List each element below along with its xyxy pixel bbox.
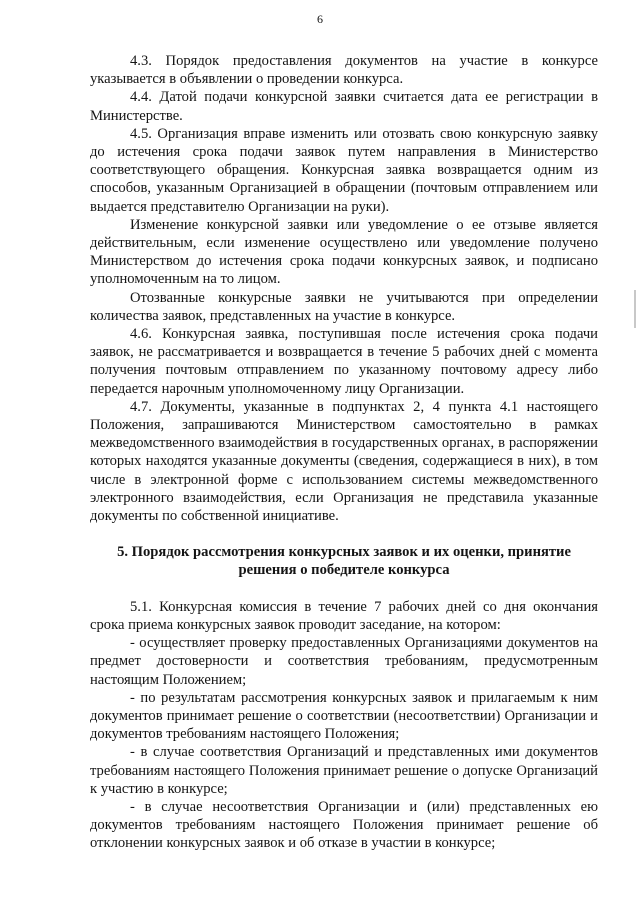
list-item-compliance-decision: - по результатам рассмотрения конкурсных заявок и прилагаемым к ним документов принимает решение о соответствии (несоответствии) Организации и документов требованиям настоящего Положения;	[90, 689, 598, 743]
paragraph-4-6: 4.6. Конкурсная заявка, поступившая после истечения срока подачи заявок, не рассматривается и возвращается в течение 5 рабочих дней с момента получения почтовым отправлением по указанному почтовому адресу либо передается нарочным уполномоченному лицу Организации.	[90, 326, 598, 397]
list-item-verification: - осуществляет проверку предоставленных Организациями документов на предмет достоверности и соответствия требованиям, предусмотренным настоящим Положением;	[90, 635, 598, 688]
document-body	[90, 52, 598, 853]
paragraph-4-5-withdrawn: Отозванные конкурсные заявки не учитываются при определении количества заявок, представленных на участие в конкурсе.	[90, 289, 598, 324]
list-item-admission-decision: - в случае соответствия Организаций и представленных ими документов требованиям настоящего Положения принимает решение о допуске Организаций к участию в конкурсе;	[90, 744, 598, 797]
page-number: 6	[317, 12, 323, 26]
paragraph-4-3: 4.3. Порядок предоставления документов на участие в конкурсе указывается в объявлении о проведении конкурса.	[90, 53, 598, 88]
paragraph-4-4: 4.4. Датой подачи конкурсной заявки считается дата ее регистрации в Министерстве.	[90, 89, 598, 124]
section-5-heading-line-1: 5. Порядок рассмотрения конкурсных заявок и их оценки, принятие	[117, 544, 571, 561]
scan-edge-mark	[634, 290, 636, 328]
paragraph-4-5-change: Изменение конкурсной заявки или уведомление о ее отзыве является действительным, если изменение осуществлено или уведомление получено Министерством до истечения срока подачи конкурсных заявок, и подписано уполномоченным на то лицом.	[90, 216, 598, 288]
paragraph-4-7: 4.7. Документы, указанные в подпунктах 2, 4 пункта 4.1 настоящего Положения, запрашиваются Министерством самостоятельно в рамках межведомственного взаимодействия в государственных органах, в распоряжении которых находятся указанные документы (сведения, содержащиеся в них), в том числе в электронной форме с использованием системы межведомственного электронного взаимодействия, если Организация не представила указанные документы по собственной инициативе.	[90, 398, 598, 525]
section-5-heading	[90, 543, 598, 579]
list-item-rejection-decision: - в случае несоответствия Организации и (или) представленных ею документов требованиям настоящего Положения принимает решение об отклонении конкурсных заявок и об отказе в участии в конкурсе;	[90, 798, 598, 852]
section-5-heading-line-2: решения о победителе конкурса	[238, 562, 450, 579]
paragraph-4-5: 4.5. Организация вправе изменить или отозвать свою конкурсную заявку до истечения срока подачи заявок путем направления в Министерство соответствующего обращения. Конкурсная заявка возвращается одним из способов, указанным Организацией в обращении (почтовым отправлением или выдается представителю Организации на руки).	[90, 125, 598, 215]
paragraph-5-1: 5.1. Конкурсная комиссия в течение 7 рабочих дней со дня окончания срока приема конкурсных заявок проводит заседание, на котором:	[90, 598, 598, 633]
